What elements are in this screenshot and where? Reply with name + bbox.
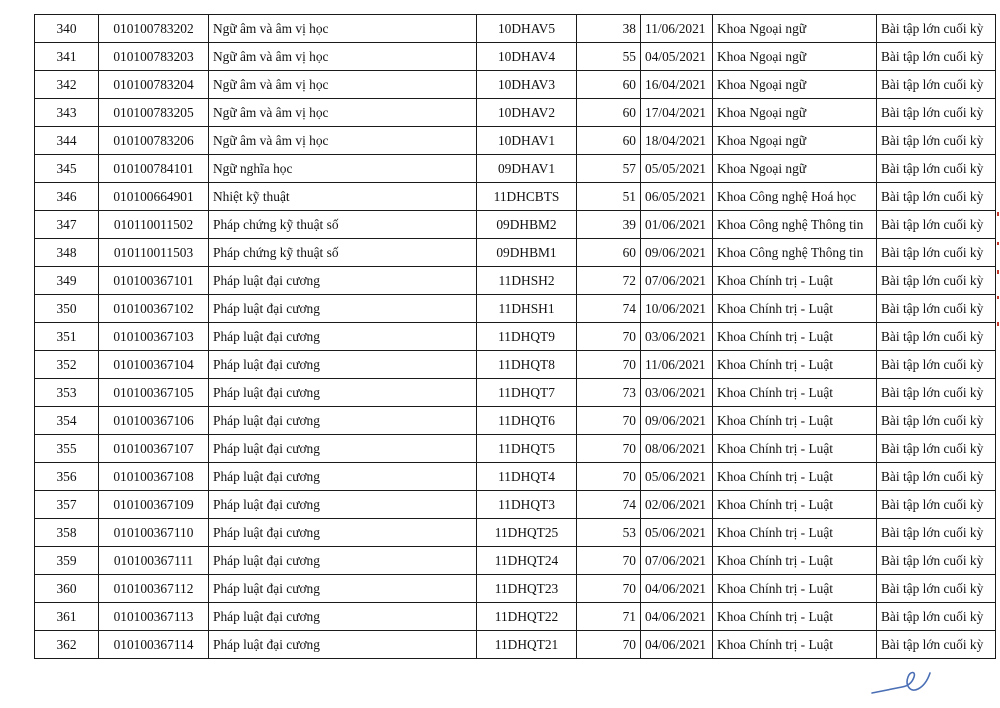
table-row (35, 43, 996, 71)
row-number-cell: 343 (35, 99, 99, 127)
course-name-cell: Pháp luật đại cương (209, 631, 477, 659)
class-code-cell: 11DHCBTS (477, 183, 577, 211)
row-number-cell: 350 (35, 295, 99, 323)
exam-date-cell: 03/06/2021 (641, 379, 713, 407)
course-name-cell: Ngữ âm và âm vị học (209, 127, 477, 155)
course-name-cell: Pháp luật đại cương (209, 463, 477, 491)
row-number-cell: 360 (35, 575, 99, 603)
course-name-cell: Pháp luật đại cương (209, 295, 477, 323)
class-code-cell: 10DHAV3 (477, 71, 577, 99)
course-code-cell: 010110011503 (99, 239, 209, 267)
department-cell: Khoa Chính trị - Luật (713, 351, 877, 379)
student-count-cell: 73 (577, 379, 641, 407)
table-row (35, 435, 996, 463)
department-cell: Khoa Chính trị - Luật (713, 267, 877, 295)
department-cell: Khoa Chính trị - Luật (713, 547, 877, 575)
course-name-cell: Ngữ âm và âm vị học (209, 71, 477, 99)
exam-date-cell: 02/06/2021 (641, 491, 713, 519)
row-number-cell: 351 (35, 323, 99, 351)
exam-form-cell: Bài tập lớn cuối kỳ (877, 351, 996, 379)
class-code-cell: 10DHAV2 (477, 99, 577, 127)
course-code-cell: 010100367106 (99, 407, 209, 435)
student-count-cell: 60 (577, 99, 641, 127)
exam-date-cell: 04/05/2021 (641, 43, 713, 71)
department-cell: Khoa Công nghệ Hoá học (713, 183, 877, 211)
course-code-cell: 010110011502 (99, 211, 209, 239)
student-count-cell: 70 (577, 323, 641, 351)
exam-form-cell: Bài tập lớn cuối kỳ (877, 547, 996, 575)
table-row (35, 295, 996, 323)
exam-date-cell: 05/06/2021 (641, 463, 713, 491)
row-number-cell: 356 (35, 463, 99, 491)
table-row (35, 547, 996, 575)
exam-date-cell: 04/06/2021 (641, 575, 713, 603)
exam-date-cell: 05/05/2021 (641, 155, 713, 183)
exam-date-cell: 09/06/2021 (641, 407, 713, 435)
table-row (35, 491, 996, 519)
student-count-cell: 53 (577, 519, 641, 547)
row-number-cell: 344 (35, 127, 99, 155)
department-cell: Khoa Chính trị - Luật (713, 519, 877, 547)
scan-edge-marks (992, 200, 1000, 340)
table-row (35, 267, 996, 295)
student-count-cell: 70 (577, 407, 641, 435)
class-code-cell: 11DHQT7 (477, 379, 577, 407)
row-number-cell: 341 (35, 43, 99, 71)
exam-form-cell: Bài tập lớn cuối kỳ (877, 99, 996, 127)
class-code-cell: 09DHAV1 (477, 155, 577, 183)
exam-form-cell: Bài tập lớn cuối kỳ (877, 603, 996, 631)
exam-form-cell: Bài tập lớn cuối kỳ (877, 155, 996, 183)
department-cell: Khoa Chính trị - Luật (713, 631, 877, 659)
exam-form-cell: Bài tập lớn cuối kỳ (877, 575, 996, 603)
exam-date-cell: 01/06/2021 (641, 211, 713, 239)
course-name-cell: Pháp luật đại cương (209, 435, 477, 463)
class-code-cell: 11DHQT6 (477, 407, 577, 435)
class-code-cell: 09DHBM1 (477, 239, 577, 267)
student-count-cell: 55 (577, 43, 641, 71)
exam-schedule-table (34, 14, 996, 659)
course-code-cell: 010100367103 (99, 323, 209, 351)
table-row (35, 463, 996, 491)
course-name-cell: Nhiệt kỹ thuật (209, 183, 477, 211)
student-count-cell: 60 (577, 127, 641, 155)
exam-form-cell: Bài tập lớn cuối kỳ (877, 407, 996, 435)
student-count-cell: 38 (577, 15, 641, 43)
course-name-cell: Ngữ âm và âm vị học (209, 99, 477, 127)
department-cell: Khoa Công nghệ Thông tin (713, 239, 877, 267)
student-count-cell: 70 (577, 575, 641, 603)
course-code-cell: 010100783203 (99, 43, 209, 71)
class-code-cell: 11DHQT24 (477, 547, 577, 575)
student-count-cell: 70 (577, 351, 641, 379)
class-code-cell: 11DHSH1 (477, 295, 577, 323)
course-code-cell: 010100367113 (99, 603, 209, 631)
department-cell: Khoa Ngoại ngữ (713, 43, 877, 71)
department-cell: Khoa Chính trị - Luật (713, 379, 877, 407)
course-code-cell: 010100784101 (99, 155, 209, 183)
row-number-cell: 347 (35, 211, 99, 239)
course-name-cell: Pháp luật đại cương (209, 547, 477, 575)
exam-form-cell: Bài tập lớn cuối kỳ (877, 43, 996, 71)
student-count-cell: 57 (577, 155, 641, 183)
exam-form-cell: Bài tập lớn cuối kỳ (877, 323, 996, 351)
table-row (35, 575, 996, 603)
department-cell: Khoa Chính trị - Luật (713, 435, 877, 463)
exam-date-cell: 04/06/2021 (641, 603, 713, 631)
course-code-cell: 010100367110 (99, 519, 209, 547)
exam-date-cell: 05/06/2021 (641, 519, 713, 547)
course-code-cell: 010100367114 (99, 631, 209, 659)
course-code-cell: 010100367109 (99, 491, 209, 519)
student-count-cell: 70 (577, 547, 641, 575)
class-code-cell: 10DHAV5 (477, 15, 577, 43)
course-code-cell: 010100367102 (99, 295, 209, 323)
course-code-cell: 010100367112 (99, 575, 209, 603)
student-count-cell: 74 (577, 295, 641, 323)
student-count-cell: 39 (577, 211, 641, 239)
course-name-cell: Ngữ nghĩa học (209, 155, 477, 183)
class-code-cell: 09DHBM2 (477, 211, 577, 239)
exam-form-cell: Bài tập lớn cuối kỳ (877, 211, 996, 239)
exam-form-cell: Bài tập lớn cuối kỳ (877, 267, 996, 295)
department-cell: Khoa Chính trị - Luật (713, 323, 877, 351)
class-code-cell: 11DHQT4 (477, 463, 577, 491)
row-number-cell: 340 (35, 15, 99, 43)
exam-form-cell: Bài tập lớn cuối kỳ (877, 463, 996, 491)
course-code-cell: 010100367101 (99, 267, 209, 295)
table-row (35, 323, 996, 351)
exam-form-cell: Bài tập lớn cuối kỳ (877, 519, 996, 547)
department-cell: Khoa Ngoại ngữ (713, 15, 877, 43)
exam-date-cell: 08/06/2021 (641, 435, 713, 463)
course-code-cell: 010100367108 (99, 463, 209, 491)
class-code-cell: 11DHQT25 (477, 519, 577, 547)
course-code-cell: 010100783202 (99, 15, 209, 43)
row-number-cell: 359 (35, 547, 99, 575)
table-row (35, 211, 996, 239)
student-count-cell: 70 (577, 631, 641, 659)
row-number-cell: 355 (35, 435, 99, 463)
course-name-cell: Pháp luật đại cương (209, 267, 477, 295)
student-count-cell: 74 (577, 491, 641, 519)
student-count-cell: 51 (577, 183, 641, 211)
department-cell: Khoa Chính trị - Luật (713, 603, 877, 631)
row-number-cell: 361 (35, 603, 99, 631)
course-code-cell: 010100367104 (99, 351, 209, 379)
course-name-cell: Pháp luật đại cương (209, 351, 477, 379)
row-number-cell: 352 (35, 351, 99, 379)
course-code-cell: 010100367105 (99, 379, 209, 407)
table-row (35, 155, 996, 183)
row-number-cell: 353 (35, 379, 99, 407)
table-row (35, 351, 996, 379)
course-name-cell: Pháp luật đại cương (209, 407, 477, 435)
department-cell: Khoa Chính trị - Luật (713, 407, 877, 435)
exam-form-cell: Bài tập lớn cuối kỳ (877, 379, 996, 407)
exam-date-cell: 06/05/2021 (641, 183, 713, 211)
exam-form-cell: Bài tập lớn cuối kỳ (877, 295, 996, 323)
course-name-cell: Pháp luật đại cương (209, 491, 477, 519)
class-code-cell: 11DHQT3 (477, 491, 577, 519)
course-name-cell: Pháp luật đại cương (209, 519, 477, 547)
course-name-cell: Pháp chứng kỹ thuật số (209, 211, 477, 239)
exam-form-cell: Bài tập lớn cuối kỳ (877, 491, 996, 519)
row-number-cell: 348 (35, 239, 99, 267)
class-code-cell: 11DHQT22 (477, 603, 577, 631)
exam-date-cell: 16/04/2021 (641, 71, 713, 99)
exam-form-cell: Bài tập lớn cuối kỳ (877, 239, 996, 267)
student-count-cell: 60 (577, 71, 641, 99)
class-code-cell: 10DHAV4 (477, 43, 577, 71)
department-cell: Khoa Ngoại ngữ (713, 71, 877, 99)
exam-form-cell: Bài tập lớn cuối kỳ (877, 15, 996, 43)
course-name-cell: Pháp luật đại cương (209, 603, 477, 631)
class-code-cell: 11DHQT23 (477, 575, 577, 603)
table-row (35, 603, 996, 631)
table-row (35, 631, 996, 659)
exam-form-cell: Bài tập lớn cuối kỳ (877, 631, 996, 659)
exam-form-cell: Bài tập lớn cuối kỳ (877, 71, 996, 99)
table-row (35, 127, 996, 155)
student-count-cell: 70 (577, 463, 641, 491)
exam-date-cell: 10/06/2021 (641, 295, 713, 323)
row-number-cell: 342 (35, 71, 99, 99)
course-name-cell: Pháp luật đại cương (209, 575, 477, 603)
student-count-cell: 70 (577, 435, 641, 463)
department-cell: Khoa Chính trị - Luật (713, 463, 877, 491)
department-cell: Khoa Chính trị - Luật (713, 295, 877, 323)
table-row (35, 99, 996, 127)
exam-date-cell: 09/06/2021 (641, 239, 713, 267)
course-code-cell: 010100783206 (99, 127, 209, 155)
student-count-cell: 72 (577, 267, 641, 295)
table-row (35, 71, 996, 99)
exam-date-cell: 03/06/2021 (641, 323, 713, 351)
course-name-cell: Ngữ âm và âm vị học (209, 43, 477, 71)
class-code-cell: 10DHAV1 (477, 127, 577, 155)
exam-date-cell: 07/06/2021 (641, 547, 713, 575)
row-number-cell: 357 (35, 491, 99, 519)
table-body (35, 15, 996, 659)
class-code-cell: 11DHQT8 (477, 351, 577, 379)
row-number-cell: 346 (35, 183, 99, 211)
department-cell: Khoa Ngoại ngữ (713, 99, 877, 127)
table-row (35, 519, 996, 547)
table-row (35, 183, 996, 211)
exam-date-cell: 11/06/2021 (641, 15, 713, 43)
class-code-cell: 11DHQT21 (477, 631, 577, 659)
table-row (35, 407, 996, 435)
class-code-cell: 11DHSH2 (477, 267, 577, 295)
course-code-cell: 010100664901 (99, 183, 209, 211)
student-count-cell: 60 (577, 239, 641, 267)
department-cell: Khoa Chính trị - Luật (713, 491, 877, 519)
student-count-cell: 71 (577, 603, 641, 631)
row-number-cell: 345 (35, 155, 99, 183)
row-number-cell: 349 (35, 267, 99, 295)
row-number-cell: 358 (35, 519, 99, 547)
course-name-cell: Pháp luật đại cương (209, 379, 477, 407)
course-code-cell: 010100783204 (99, 71, 209, 99)
table-row (35, 239, 996, 267)
course-code-cell: 010100367111 (99, 547, 209, 575)
row-number-cell: 354 (35, 407, 99, 435)
exam-date-cell: 04/06/2021 (641, 631, 713, 659)
exam-form-cell: Bài tập lớn cuối kỳ (877, 127, 996, 155)
department-cell: Khoa Chính trị - Luật (713, 575, 877, 603)
class-code-cell: 11DHQT5 (477, 435, 577, 463)
course-code-cell: 010100783205 (99, 99, 209, 127)
class-code-cell: 11DHQT9 (477, 323, 577, 351)
course-name-cell: Pháp luật đại cương (209, 323, 477, 351)
exam-date-cell: 18/04/2021 (641, 127, 713, 155)
signature-icon (868, 663, 938, 703)
exam-date-cell: 07/06/2021 (641, 267, 713, 295)
exam-date-cell: 11/06/2021 (641, 351, 713, 379)
table-row (35, 15, 996, 43)
course-name-cell: Ngữ âm và âm vị học (209, 15, 477, 43)
course-code-cell: 010100367107 (99, 435, 209, 463)
table-row (35, 379, 996, 407)
exam-form-cell: Bài tập lớn cuối kỳ (877, 435, 996, 463)
exam-date-cell: 17/04/2021 (641, 99, 713, 127)
row-number-cell: 362 (35, 631, 99, 659)
course-name-cell: Pháp chứng kỹ thuật số (209, 239, 477, 267)
department-cell: Khoa Ngoại ngữ (713, 155, 877, 183)
exam-form-cell: Bài tập lớn cuối kỳ (877, 183, 996, 211)
department-cell: Khoa Ngoại ngữ (713, 127, 877, 155)
department-cell: Khoa Công nghệ Thông tin (713, 211, 877, 239)
